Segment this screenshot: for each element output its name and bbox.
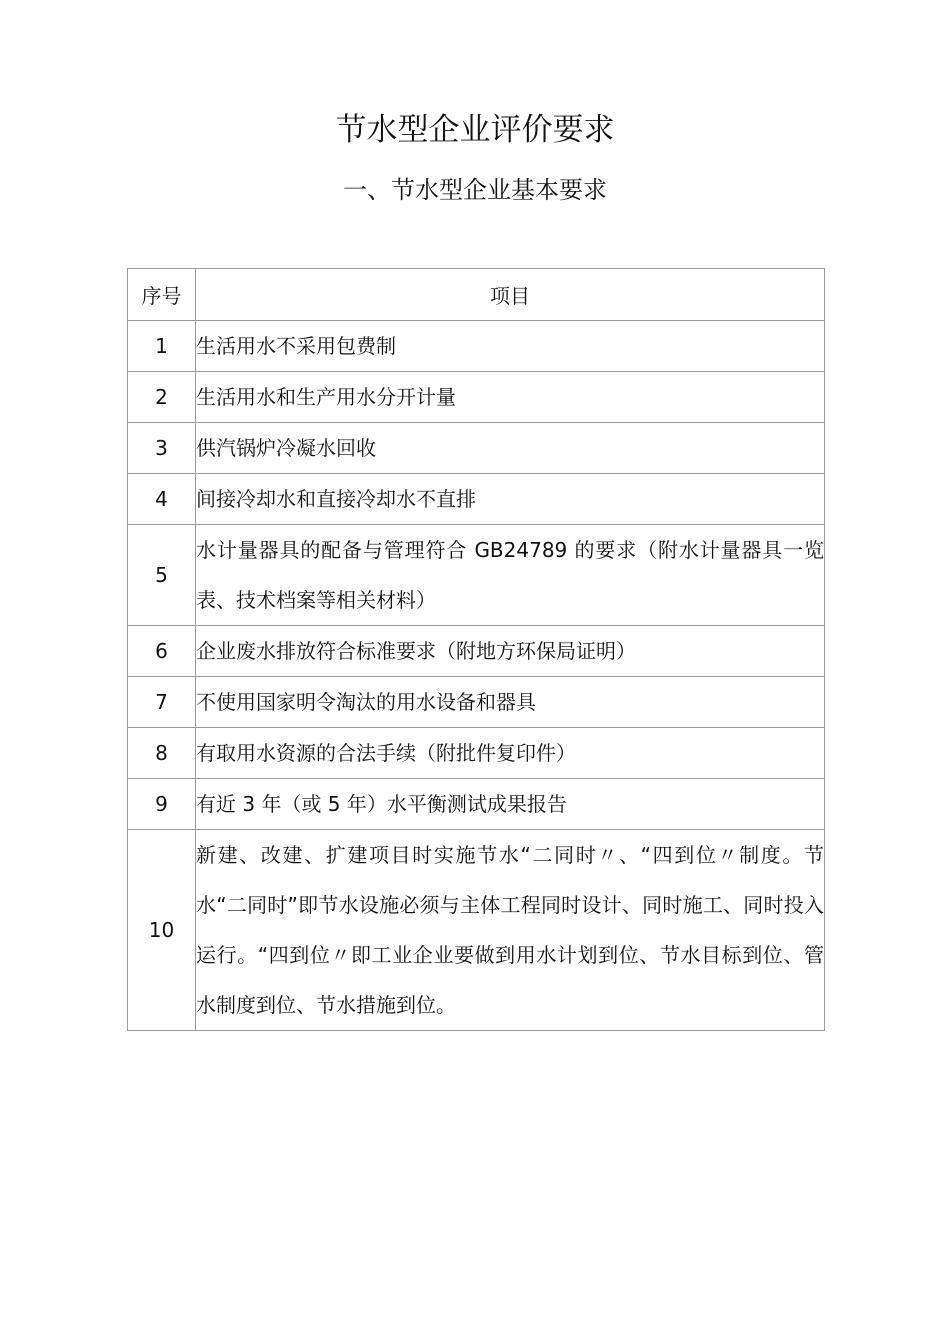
column-header-item: 项目 <box>196 269 825 321</box>
table-row <box>128 372 825 423</box>
table-row <box>128 677 825 728</box>
row-number: 6 <box>128 626 196 677</box>
table-header-row <box>128 269 825 321</box>
table-row <box>128 423 825 474</box>
table-row <box>128 779 825 830</box>
table-row <box>128 626 825 677</box>
table-row <box>128 525 825 626</box>
row-item: 生活用水和生产用水分开计量 <box>196 372 825 423</box>
row-number: 3 <box>128 423 196 474</box>
row-number: 1 <box>128 321 196 372</box>
row-number: 5 <box>128 525 196 626</box>
row-item: 有近 3 年（或 5 年）水平衡测试成果报告 <box>196 779 825 830</box>
requirements-table <box>127 268 825 1031</box>
row-number: 7 <box>128 677 196 728</box>
row-item: 间接冷却水和直接冷却水不直排 <box>196 474 825 525</box>
document-title: 节水型企业评价要求 <box>335 112 615 148</box>
row-item: 新建、改建、扩建项目时实施节水“二同时〃、“四到位〃制度。节水“二同时”即节水设施必须与主体工程同时设计、同时施工、同时投入运行。“四到位〃即工业企业要做到用水计划到位、节水目标到位、管水制度到位、节水措施到位。 <box>196 830 825 1031</box>
row-item: 生活用水不采用包费制 <box>196 321 825 372</box>
row-item: 水计量器具的配备与管理符合 GB24789 的要求（附水计量器具一览表、技术档案等相关材料） <box>196 525 825 626</box>
column-header-number: 序号 <box>128 269 196 321</box>
row-item: 有取用水资源的合法手续（附批件复印件） <box>196 728 825 779</box>
row-number: 8 <box>128 728 196 779</box>
row-number: 9 <box>128 779 196 830</box>
row-item: 不使用国家明令淘汰的用水设备和器具 <box>196 677 825 728</box>
row-number: 10 <box>128 830 196 1031</box>
table-row <box>128 474 825 525</box>
table-row <box>128 321 825 372</box>
table-row <box>128 830 825 1031</box>
section-heading: 一、节水型企业基本要求 <box>343 176 607 204</box>
row-number: 2 <box>128 372 196 423</box>
row-number: 4 <box>128 474 196 525</box>
table-row <box>128 728 825 779</box>
row-item: 供汽锅炉冷凝水回收 <box>196 423 825 474</box>
row-item: 企业废水排放符合标准要求（附地方环保局证明） <box>196 626 825 677</box>
